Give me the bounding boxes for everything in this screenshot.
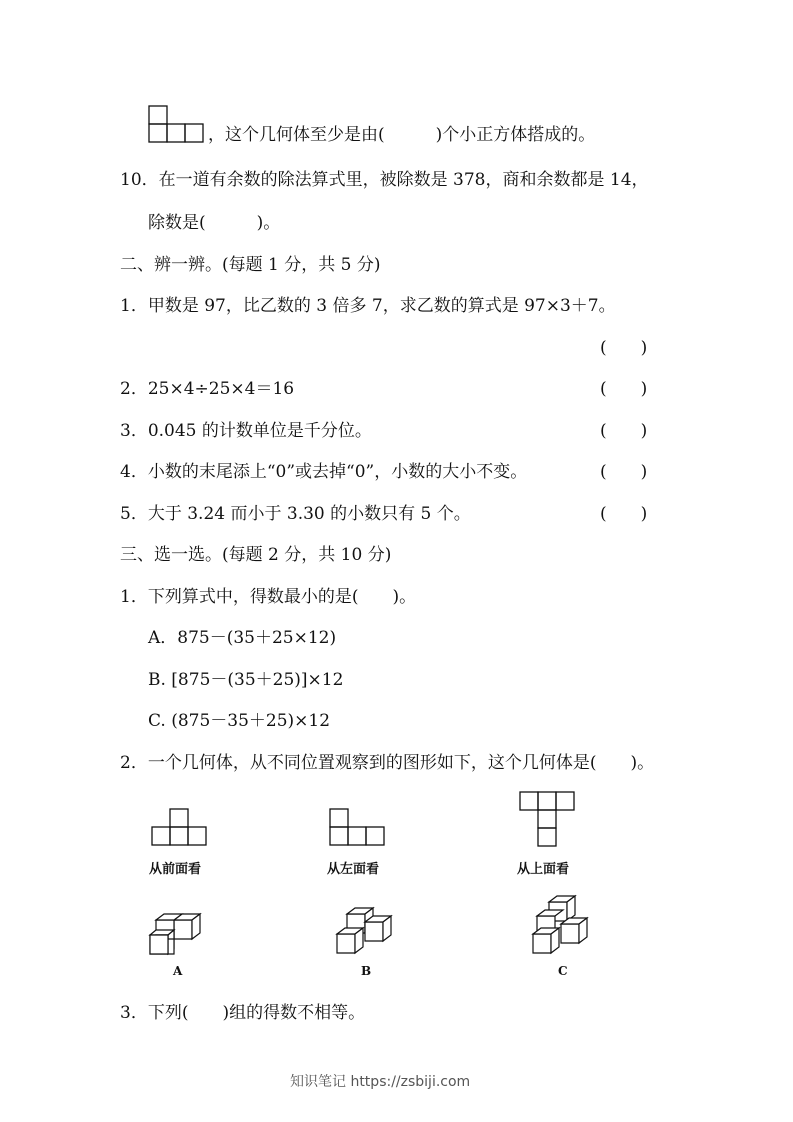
section2-item-3: 3．0.045 的计数单位是千分位。: [120, 421, 372, 441]
q10-line2: 除数是( )。: [148, 213, 281, 233]
section2-item-1: 1．甲数是 97，比乙数的 3 倍多 7，求乙数的算式是 97×3＋7。: [120, 296, 616, 316]
section3-title: 三、选一选。(每题 2 分，共 10 分): [120, 545, 392, 565]
section2-item-2: 2．25×4÷25×4＝16: [120, 379, 295, 399]
s3-q1-stem: 1．下列算式中，得数最小的是( )。: [120, 587, 417, 607]
choice-a-label: A: [173, 964, 183, 978]
footer-watermark: 知识笔记 https://zsbiji.com: [290, 1074, 471, 1090]
section2-item-4: 4．小数的末尾添上“0”或去掉“0”，小数的大小不变。: [120, 462, 528, 482]
choice-a-figure[interactable]: [146, 908, 216, 964]
choice-b-figure[interactable]: [333, 904, 409, 964]
s3-q1-option-a: A．875－(35＋25×12): [148, 628, 337, 648]
answer-paren-5[interactable]: ( ): [600, 504, 648, 524]
s3-q1-option-b: B. [875－(35＋25)]×12: [148, 670, 344, 690]
choice-c-figure[interactable]: [527, 894, 603, 964]
q9-text: ，这个几何体至少是由( )个小正方体搭成的。: [208, 125, 596, 145]
answer-paren-3[interactable]: ( ): [600, 421, 648, 441]
q10-line1: 10．在一道有余数的除法算式里，被除数是 378，商和余数都是 14，: [120, 170, 649, 190]
front-view-label: 从前面看: [149, 862, 202, 877]
s3-q2-stem: 2．一个几何体，从不同位置观察到的图形如下，这个几何体是( )。: [120, 753, 655, 773]
choice-b-label: B: [361, 964, 372, 978]
top-view-label: 从上面看: [517, 862, 570, 877]
left-view-figure: [329, 808, 389, 846]
s3-q3-stem: 3．下列( )组的得数不相等。: [120, 1003, 366, 1023]
answer-paren-2[interactable]: ( ): [600, 379, 648, 399]
answer-paren-1[interactable]: ( ): [600, 338, 648, 358]
choice-c-label: C: [558, 964, 568, 978]
answer-paren-4[interactable]: ( ): [600, 462, 648, 482]
s3-q1-option-c: C. (875－35＋25)×12: [148, 711, 331, 731]
top-view-figure: [519, 791, 579, 847]
front-view-figure: [151, 808, 211, 846]
section2-item-5: 5．大于 3.24 而小于 3.30 的小数只有 5 个。: [120, 504, 471, 524]
q9-view-figure: [148, 105, 208, 143]
section2-title: 二、辨一辨。(每题 1 分，共 5 分): [120, 255, 381, 275]
left-view-label: 从左面看: [327, 862, 380, 877]
